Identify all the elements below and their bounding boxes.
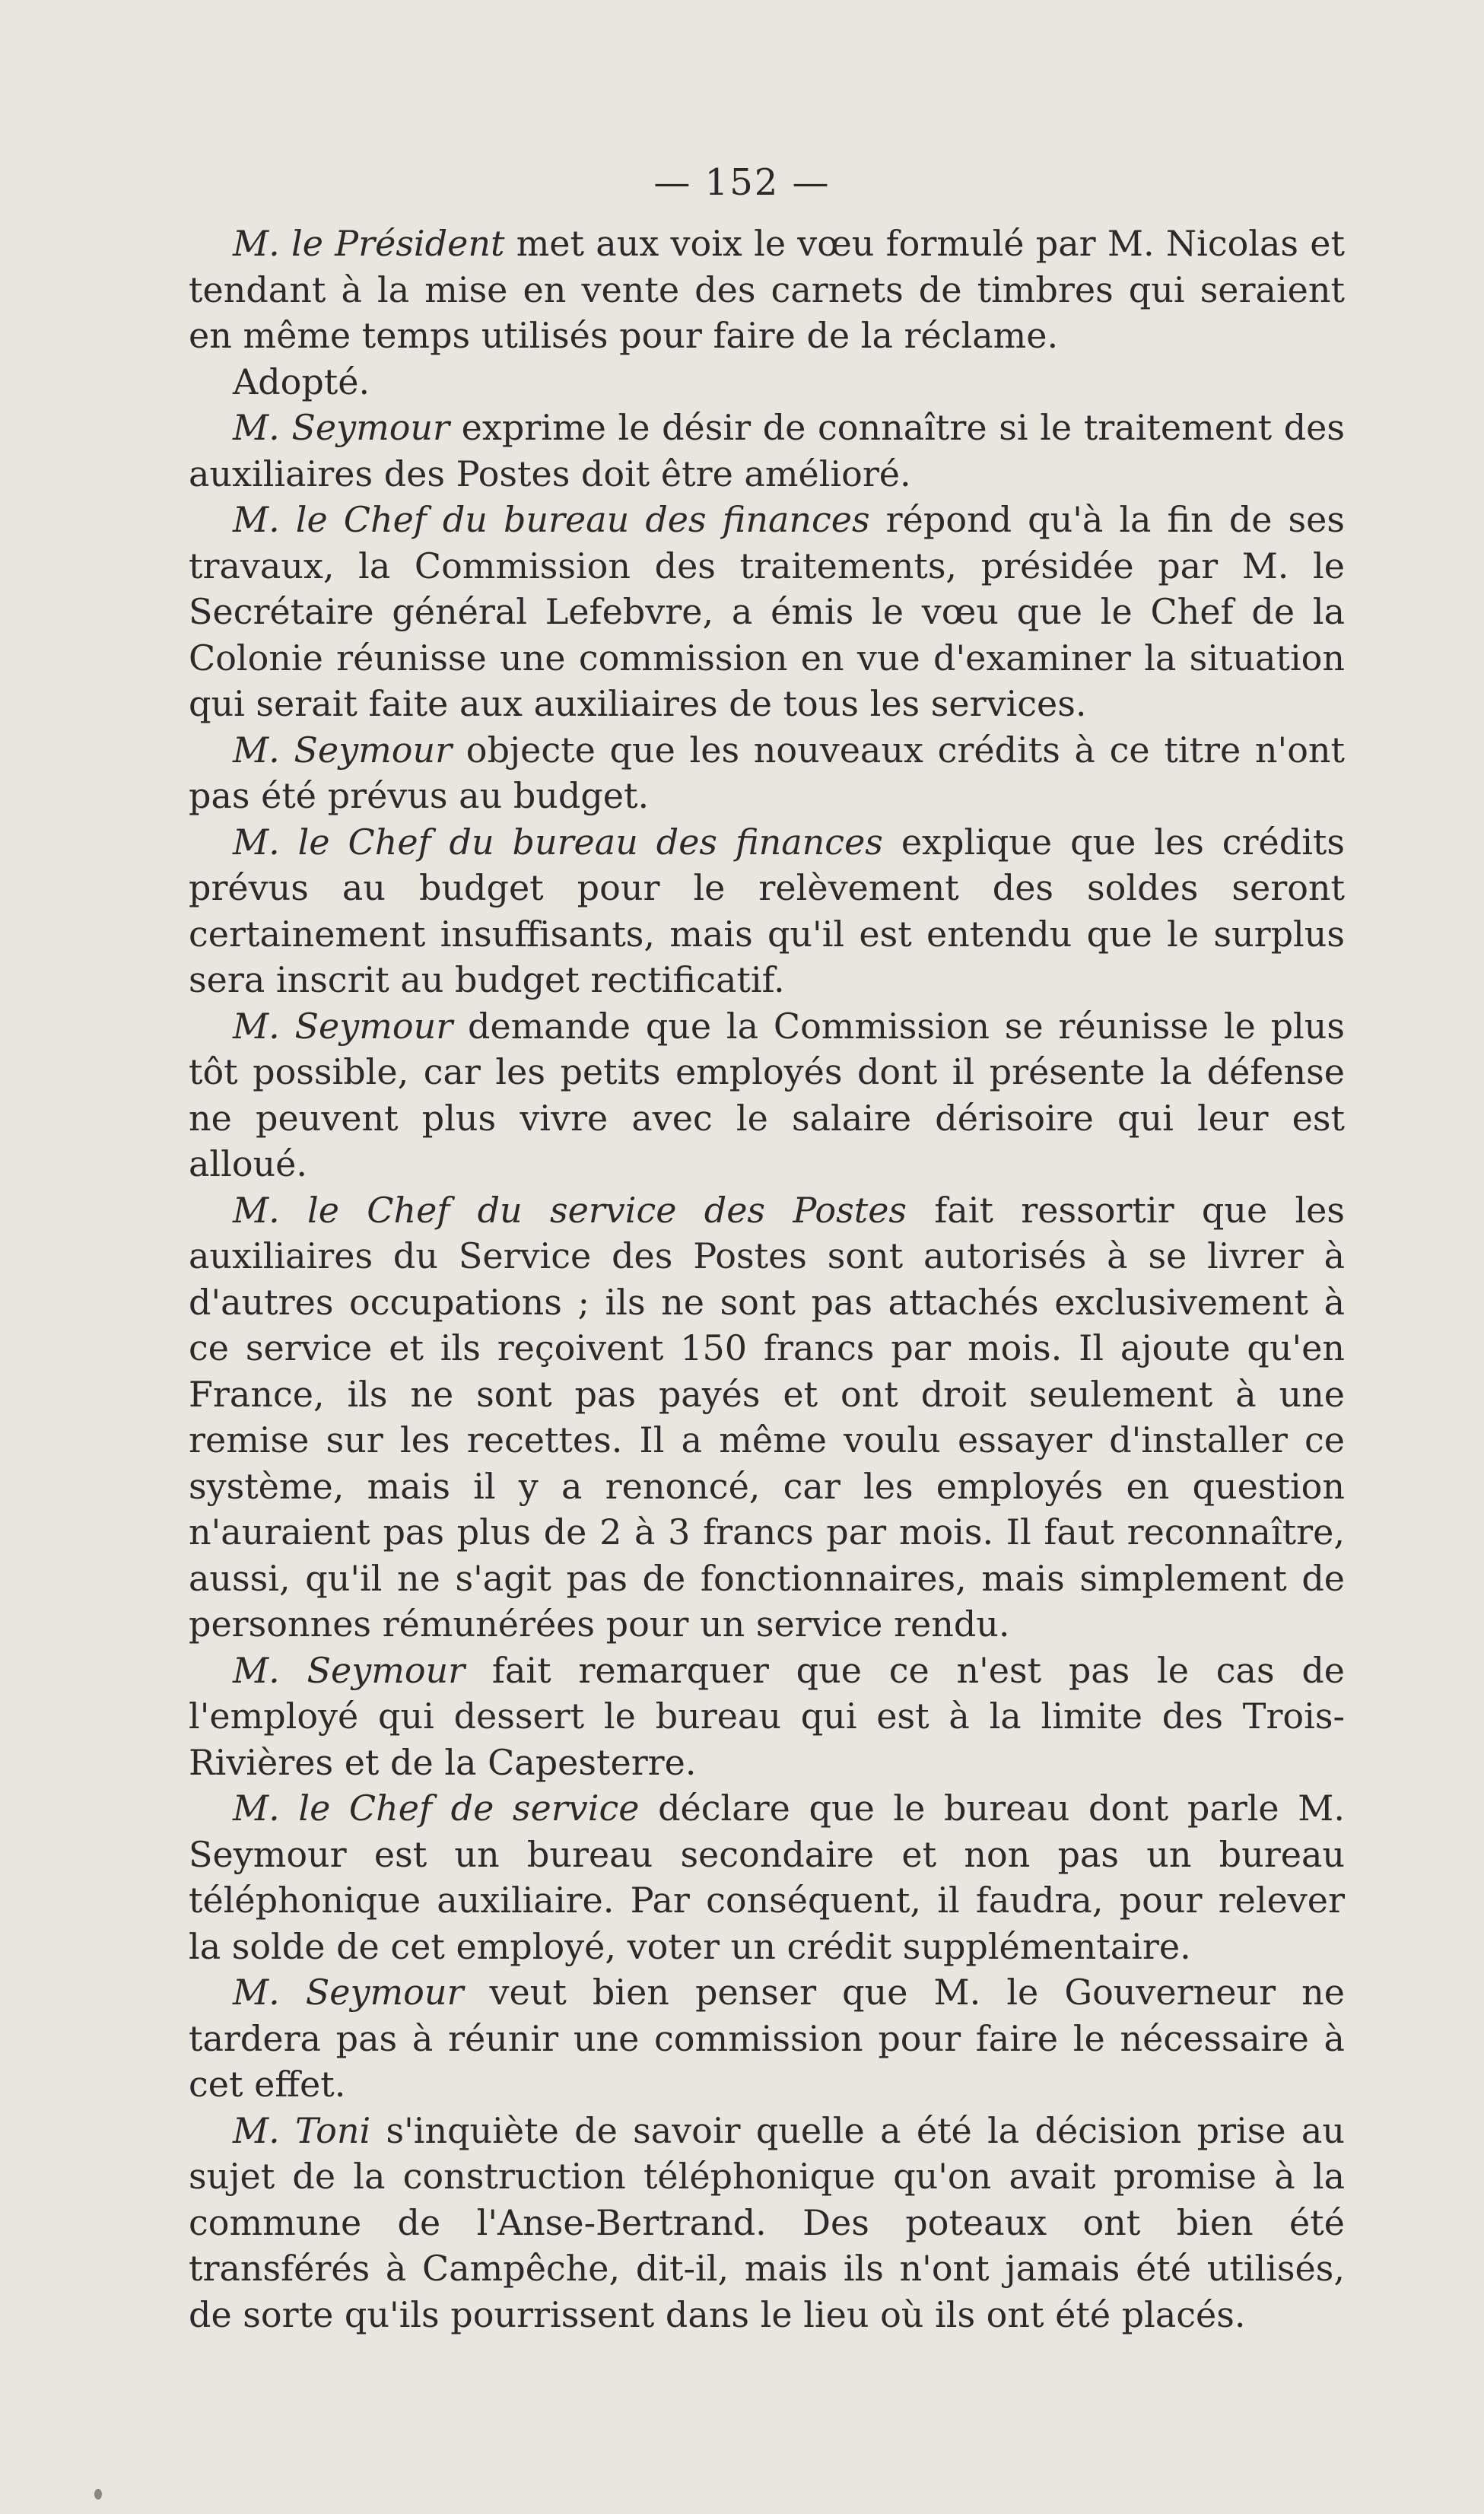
paragraph-text: explique que les crédits prévus au budget pour le relèvement des soldes seront certainement insuffisants, mais qu'il est entendu que le surplus sera inscrit au budget rectificatif. (189, 821, 1345, 1000)
paragraph (189, 497, 1345, 727)
paragraph-text: répond qu'à la fin de ses travaux, la Commission des traitements, présidée par M. le Secrétaire général Lefebvre, a émis le vœu que le Chef de la Colonie réunisse une commission en vue d'examiner la situation qui serait faite aux auxiliaires de tous les services. (189, 499, 1345, 724)
speaker-name: M. Seymour (233, 1005, 453, 1047)
speaker-name: M. Seymour (233, 1649, 466, 1691)
ink-speck (94, 2489, 102, 2500)
paragraph-text: s'inquiète de savoir quelle a été la décision prise au sujet de la construction téléphonique qu'on avait promise à la commune de l'Anse-Bertrand. Des poteaux ont bien été transférés à Campêche, dit-il, mais ils n'ont jamais été utilisés, de sorte qu'ils pourrissent dans le lieu où ils ont été placés. (189, 2109, 1345, 2335)
speaker-name: M. le Président (233, 223, 505, 264)
paragraph (189, 1969, 1345, 2108)
speaker-name: M. le Chef du bureau des finances (233, 499, 870, 540)
speaker-name: M. Seymour (233, 729, 453, 771)
document-body (189, 221, 1345, 2338)
paragraph (189, 359, 1345, 405)
paragraph-text: exprime le désir de connaître si le traitement des auxiliaires des Postes doit être amélioré. (189, 407, 1345, 494)
paragraph-text: veut bien penser que M. le Gouverneur ne tardera pas à réunir une commission pour faire le nécessaire à cet effet. (189, 1972, 1345, 2105)
paragraph-text: Adopté. (233, 361, 370, 402)
paragraph (189, 2108, 1345, 2338)
paragraph-text: objecte que les nouveaux crédits à ce titre n'ont pas été prévus au budget. (189, 729, 1345, 816)
speaker-name: M. Toni (233, 2109, 371, 2151)
paragraph (189, 405, 1345, 497)
page-number: — 152 — (653, 161, 831, 204)
paragraph (189, 221, 1345, 359)
paragraph-text: demande que la Commission se réunisse le plus tôt possible, car les petits employés dont il présente la défense ne peuvent plus vivre avec le salaire dérisoire qui leur est alloué. (189, 1005, 1345, 1184)
speaker-name: M. le Chef de service (233, 1788, 640, 1829)
paragraph-text: met aux voix le vœu formulé par M. Nicolas et tendant à la mise en vente des carnets de timbres qui seraient en même temps utilisés pour faire de la réclame. (189, 223, 1346, 356)
speaker-name: M. le Chef du service des Postes (233, 1189, 907, 1231)
speaker-name: M. Seymour (233, 1972, 464, 2013)
paragraph (189, 1785, 1345, 1969)
speaker-name: M. le Chef du bureau des finances (233, 821, 883, 863)
paragraph (189, 819, 1345, 1003)
paragraph (189, 1187, 1345, 1648)
paragraph-text: fait ressortir que les auxiliaires du Service des Postes sont autorisés à se livrer à d'autres occupations ; ils ne sont pas attachés exclusivement à ce service et ils reçoivent 150 francs par mois. Il ajoute qu'en France, ils ne sont pas payés et ont droit seulement à une remise sur les recettes. Il a même voulu essayer d'installer ce système, mais il y a renoncé, car les employés en question n'auraient pas plus de 2 à 3 francs par mois. Il faut reconnaître, aussi, qu'il ne s'agit pas de fonctionnaires, mais simplement de personnes rémunérées pour un service rendu. (189, 1189, 1345, 1645)
paragraph (189, 727, 1345, 819)
speaker-name: M. Seymour (233, 407, 450, 448)
paragraph-text: fait remarquer que ce n'est pas le cas de l'employé qui dessert le bureau qui est à la limite des Trois-Rivières et de la Capesterre. (189, 1649, 1345, 1783)
paragraph (189, 1003, 1345, 1187)
paragraph (189, 1648, 1345, 1786)
paragraph-text: déclare que le bureau dont parle M. Seymour est un bureau secondaire et non pas un bureau téléphonique auxiliaire. Par conséquent, il faudra, pour relever la solde de cet employé, voter un crédit supplémentaire. (189, 1788, 1346, 1967)
